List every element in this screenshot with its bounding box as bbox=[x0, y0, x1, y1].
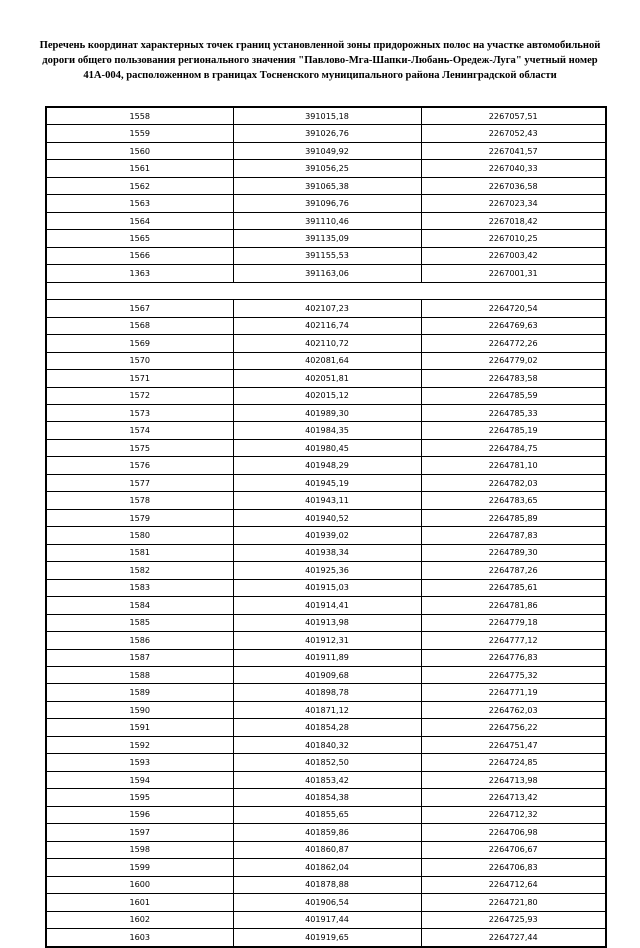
y-coordinate-cell: 2267001,31 bbox=[421, 265, 606, 282]
table-row bbox=[46, 212, 606, 229]
y-coordinate-cell: 2264785,89 bbox=[421, 509, 606, 526]
point-number-cell: 1575 bbox=[46, 439, 233, 456]
table-row bbox=[46, 824, 606, 841]
table-row bbox=[46, 754, 606, 771]
table-row bbox=[46, 562, 606, 579]
table-row bbox=[46, 247, 606, 264]
y-coordinate-cell: 2264771,19 bbox=[421, 684, 606, 701]
table-row bbox=[46, 789, 606, 806]
table-row bbox=[46, 929, 606, 947]
point-number-cell: 1581 bbox=[46, 544, 233, 561]
x-coordinate-cell: 401948,29 bbox=[233, 457, 421, 474]
y-coordinate-cell: 2264779,18 bbox=[421, 614, 606, 631]
x-coordinate-cell: 401906,54 bbox=[233, 894, 421, 911]
x-coordinate-cell: 401989,30 bbox=[233, 404, 421, 421]
table-row bbox=[46, 667, 606, 684]
y-coordinate-cell: 2264713,98 bbox=[421, 771, 606, 788]
table-row bbox=[46, 841, 606, 858]
y-coordinate-cell: 2264727,44 bbox=[421, 929, 606, 947]
y-coordinate-cell: 2264721,80 bbox=[421, 894, 606, 911]
table-row bbox=[46, 457, 606, 474]
x-coordinate-cell: 401945,19 bbox=[233, 474, 421, 491]
point-number-cell: 1560 bbox=[46, 142, 233, 159]
y-coordinate-cell: 2267040,33 bbox=[421, 160, 606, 177]
point-number-cell: 1595 bbox=[46, 789, 233, 806]
x-coordinate-cell: 401854,38 bbox=[233, 789, 421, 806]
table-row bbox=[46, 492, 606, 509]
x-coordinate-cell: 401915,03 bbox=[233, 579, 421, 596]
x-coordinate-cell: 401943,11 bbox=[233, 492, 421, 509]
table-row bbox=[46, 177, 606, 194]
x-coordinate-cell: 402110,72 bbox=[233, 335, 421, 352]
x-coordinate-cell: 401938,34 bbox=[233, 544, 421, 561]
point-number-cell: 1559 bbox=[46, 125, 233, 142]
x-coordinate-cell: 402015,12 bbox=[233, 387, 421, 404]
point-number-cell: 1566 bbox=[46, 247, 233, 264]
table-row bbox=[46, 317, 606, 334]
point-number-cell: 1588 bbox=[46, 667, 233, 684]
y-coordinate-cell: 2264785,19 bbox=[421, 422, 606, 439]
y-coordinate-cell: 2267018,42 bbox=[421, 212, 606, 229]
y-coordinate-cell: 2264787,26 bbox=[421, 562, 606, 579]
y-coordinate-cell: 2264789,30 bbox=[421, 544, 606, 561]
table-row bbox=[46, 387, 606, 404]
x-coordinate-cell: 402081,64 bbox=[233, 352, 421, 369]
table-row bbox=[46, 911, 606, 928]
point-number-cell: 1564 bbox=[46, 212, 233, 229]
y-coordinate-cell: 2264769,63 bbox=[421, 317, 606, 334]
x-coordinate-cell: 391015,18 bbox=[233, 107, 421, 125]
x-coordinate-cell: 401852,50 bbox=[233, 754, 421, 771]
y-coordinate-cell: 2264785,33 bbox=[421, 404, 606, 421]
table-row bbox=[46, 439, 606, 456]
separator-row bbox=[46, 282, 606, 299]
x-coordinate-cell: 402107,23 bbox=[233, 300, 421, 317]
point-number-cell: 1596 bbox=[46, 806, 233, 823]
table-row bbox=[46, 649, 606, 666]
x-coordinate-cell: 401939,02 bbox=[233, 527, 421, 544]
y-coordinate-cell: 2267052,43 bbox=[421, 125, 606, 142]
y-coordinate-cell: 2264787,83 bbox=[421, 527, 606, 544]
point-number-cell: 1569 bbox=[46, 335, 233, 352]
x-coordinate-cell: 391155,53 bbox=[233, 247, 421, 264]
x-coordinate-cell: 401878,88 bbox=[233, 876, 421, 893]
y-coordinate-cell: 2264777,12 bbox=[421, 632, 606, 649]
x-coordinate-cell: 401855,65 bbox=[233, 806, 421, 823]
point-number-cell: 1591 bbox=[46, 719, 233, 736]
x-coordinate-cell: 391096,76 bbox=[233, 195, 421, 212]
y-coordinate-cell: 2264776,83 bbox=[421, 649, 606, 666]
point-number-cell: 1574 bbox=[46, 422, 233, 439]
table-row bbox=[46, 195, 606, 212]
point-number-cell: 1568 bbox=[46, 317, 233, 334]
point-number-cell: 1592 bbox=[46, 736, 233, 753]
y-coordinate-cell: 2267057,51 bbox=[421, 107, 606, 125]
point-number-cell: 1573 bbox=[46, 404, 233, 421]
table-row bbox=[46, 527, 606, 544]
point-number-cell: 1586 bbox=[46, 632, 233, 649]
table-row bbox=[46, 632, 606, 649]
y-coordinate-cell: 2264785,61 bbox=[421, 579, 606, 596]
table-row bbox=[46, 859, 606, 876]
point-number-cell: 1602 bbox=[46, 911, 233, 928]
separator-cell bbox=[46, 282, 606, 299]
y-coordinate-cell: 2264779,02 bbox=[421, 352, 606, 369]
table-row bbox=[46, 107, 606, 125]
y-coordinate-cell: 2264706,67 bbox=[421, 841, 606, 858]
y-coordinate-cell: 2264782,03 bbox=[421, 474, 606, 491]
x-coordinate-cell: 401854,28 bbox=[233, 719, 421, 736]
point-number-cell: 1558 bbox=[46, 107, 233, 125]
point-number-cell: 1584 bbox=[46, 597, 233, 614]
y-coordinate-cell: 2264781,86 bbox=[421, 597, 606, 614]
table-row bbox=[46, 684, 606, 701]
table-row bbox=[46, 894, 606, 911]
point-number-cell: 1585 bbox=[46, 614, 233, 631]
table-row bbox=[46, 404, 606, 421]
y-coordinate-cell: 2264783,65 bbox=[421, 492, 606, 509]
point-number-cell: 1570 bbox=[46, 352, 233, 369]
point-number-cell: 1572 bbox=[46, 387, 233, 404]
table-row bbox=[46, 160, 606, 177]
y-coordinate-cell: 2264725,93 bbox=[421, 911, 606, 928]
table-row bbox=[46, 422, 606, 439]
y-coordinate-cell: 2264775,32 bbox=[421, 667, 606, 684]
point-number-cell: 1567 bbox=[46, 300, 233, 317]
x-coordinate-cell: 402116,74 bbox=[233, 317, 421, 334]
x-coordinate-cell: 391163,06 bbox=[233, 265, 421, 282]
point-number-cell: 1583 bbox=[46, 579, 233, 596]
x-coordinate-cell: 401913,98 bbox=[233, 614, 421, 631]
x-coordinate-cell: 401871,12 bbox=[233, 701, 421, 718]
table-row bbox=[46, 544, 606, 561]
table-row bbox=[46, 370, 606, 387]
point-number-cell: 1363 bbox=[46, 265, 233, 282]
y-coordinate-cell: 2267023,34 bbox=[421, 195, 606, 212]
x-coordinate-cell: 401853,42 bbox=[233, 771, 421, 788]
table-row bbox=[46, 142, 606, 159]
point-number-cell: 1590 bbox=[46, 701, 233, 718]
point-number-cell: 1597 bbox=[46, 824, 233, 841]
point-number-cell: 1562 bbox=[46, 177, 233, 194]
y-coordinate-cell: 2264783,58 bbox=[421, 370, 606, 387]
y-coordinate-cell: 2264713,42 bbox=[421, 789, 606, 806]
y-coordinate-cell: 2264762,03 bbox=[421, 701, 606, 718]
table-row bbox=[46, 265, 606, 282]
table-row bbox=[46, 579, 606, 596]
x-coordinate-cell: 391056,25 bbox=[233, 160, 421, 177]
y-coordinate-cell: 2264712,64 bbox=[421, 876, 606, 893]
point-number-cell: 1565 bbox=[46, 230, 233, 247]
y-coordinate-cell: 2264781,10 bbox=[421, 457, 606, 474]
x-coordinate-cell: 401860,87 bbox=[233, 841, 421, 858]
point-number-cell: 1593 bbox=[46, 754, 233, 771]
point-number-cell: 1598 bbox=[46, 841, 233, 858]
point-number-cell: 1589 bbox=[46, 684, 233, 701]
x-coordinate-cell: 401898,78 bbox=[233, 684, 421, 701]
x-coordinate-cell: 401914,41 bbox=[233, 597, 421, 614]
y-coordinate-cell: 2264720,54 bbox=[421, 300, 606, 317]
x-coordinate-cell: 401917,44 bbox=[233, 911, 421, 928]
y-coordinate-cell: 2264706,98 bbox=[421, 824, 606, 841]
table-row bbox=[46, 352, 606, 369]
x-coordinate-cell: 391049,92 bbox=[233, 142, 421, 159]
point-number-cell: 1594 bbox=[46, 771, 233, 788]
x-coordinate-cell: 401862,04 bbox=[233, 859, 421, 876]
x-coordinate-cell: 391065,38 bbox=[233, 177, 421, 194]
x-coordinate-cell: 402051,81 bbox=[233, 370, 421, 387]
y-coordinate-cell: 2264712,32 bbox=[421, 806, 606, 823]
point-number-cell: 1576 bbox=[46, 457, 233, 474]
y-coordinate-cell: 2267003,42 bbox=[421, 247, 606, 264]
table-row bbox=[46, 614, 606, 631]
table-row bbox=[46, 719, 606, 736]
x-coordinate-cell: 391110,46 bbox=[233, 212, 421, 229]
point-number-cell: 1603 bbox=[46, 929, 233, 947]
table-row bbox=[46, 736, 606, 753]
point-number-cell: 1587 bbox=[46, 649, 233, 666]
point-number-cell: 1600 bbox=[46, 876, 233, 893]
x-coordinate-cell: 401840,32 bbox=[233, 736, 421, 753]
coordinates-table bbox=[45, 106, 607, 948]
table-row bbox=[46, 230, 606, 247]
y-coordinate-cell: 2264724,85 bbox=[421, 754, 606, 771]
point-number-cell: 1582 bbox=[46, 562, 233, 579]
table-row bbox=[46, 771, 606, 788]
table-row bbox=[46, 597, 606, 614]
y-coordinate-cell: 2264756,22 bbox=[421, 719, 606, 736]
point-number-cell: 1578 bbox=[46, 492, 233, 509]
table-row bbox=[46, 806, 606, 823]
y-coordinate-cell: 2267010,25 bbox=[421, 230, 606, 247]
y-coordinate-cell: 2267041,57 bbox=[421, 142, 606, 159]
point-number-cell: 1579 bbox=[46, 509, 233, 526]
x-coordinate-cell: 401911,89 bbox=[233, 649, 421, 666]
point-number-cell: 1561 bbox=[46, 160, 233, 177]
y-coordinate-cell: 2264784,75 bbox=[421, 439, 606, 456]
x-coordinate-cell: 401984,35 bbox=[233, 422, 421, 439]
table-row bbox=[46, 125, 606, 142]
table-row bbox=[46, 474, 606, 491]
x-coordinate-cell: 401925,36 bbox=[233, 562, 421, 579]
x-coordinate-cell: 391026,76 bbox=[233, 125, 421, 142]
x-coordinate-cell: 391135,09 bbox=[233, 230, 421, 247]
y-coordinate-cell: 2264751,47 bbox=[421, 736, 606, 753]
document-title: Перечень координат характерных точек границ установленной зоны придорожных полос на участке автомобильной дороги общего пользования регионального значения "Павлово-Мга-Шапки-Любань-Оредеж-Луга" учетный номер 41А-004, расположенном в границах Тосненского муниципального района Ленинградской области bbox=[39, 40, 601, 81]
table-row bbox=[46, 300, 606, 317]
table-row bbox=[46, 509, 606, 526]
table-row bbox=[46, 876, 606, 893]
x-coordinate-cell: 401912,31 bbox=[233, 632, 421, 649]
point-number-cell: 1580 bbox=[46, 527, 233, 544]
x-coordinate-cell: 401940,52 bbox=[233, 509, 421, 526]
x-coordinate-cell: 401919,65 bbox=[233, 929, 421, 947]
point-number-cell: 1599 bbox=[46, 859, 233, 876]
y-coordinate-cell: 2267036,58 bbox=[421, 177, 606, 194]
table-row bbox=[46, 701, 606, 718]
x-coordinate-cell: 401859,86 bbox=[233, 824, 421, 841]
point-number-cell: 1563 bbox=[46, 195, 233, 212]
point-number-cell: 1601 bbox=[46, 894, 233, 911]
point-number-cell: 1571 bbox=[46, 370, 233, 387]
point-number-cell: 1577 bbox=[46, 474, 233, 491]
x-coordinate-cell: 401909,68 bbox=[233, 667, 421, 684]
coordinates-table-body bbox=[46, 107, 606, 947]
y-coordinate-cell: 2264706,83 bbox=[421, 859, 606, 876]
x-coordinate-cell: 401980,45 bbox=[233, 439, 421, 456]
table-row bbox=[46, 335, 606, 352]
y-coordinate-cell: 2264772,26 bbox=[421, 335, 606, 352]
y-coordinate-cell: 2264785,59 bbox=[421, 387, 606, 404]
